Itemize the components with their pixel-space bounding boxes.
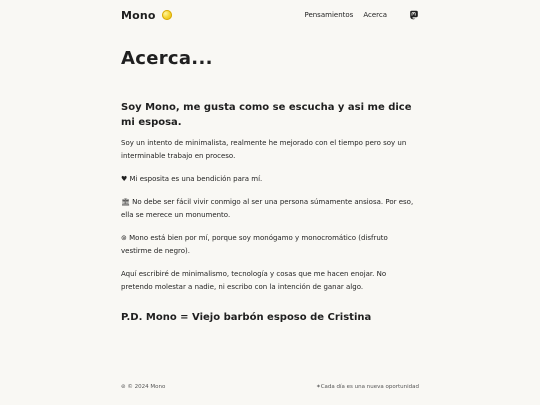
mastodon-icon[interactable] — [409, 10, 419, 20]
site-header — [121, 0, 419, 30]
intro-heading: Soy Mono, me gusta como se escucha y asi me dice mi esposa. — [121, 102, 412, 128]
paragraph-minimalist: Soy un intento de minimalista, realmente he mejorado con el tiempo pero soy un interminable trabajo en proceso. — [121, 139, 407, 160]
tagline: ✶Cada día es una nueva oportunidad — [316, 384, 419, 390]
main-content — [121, 48, 419, 323]
signature: P.D. Mono = Viejo barbón esposo de Cristina — [121, 312, 372, 323]
brand-link[interactable] — [121, 9, 172, 22]
paragraph-monument: 🏛 No debe ser fácil vivir conmigo al ser una persona súmamente ansiosa. Por eso, ella se merece un monumento. — [121, 198, 414, 219]
site-footer — [121, 384, 419, 390]
paragraph-topics: Aquí escribiré de minimalismo, tecnología y cosas que me hacen enojar. No pretendo molestar a nadie, ni escribo con la intención de ganar algo. — [121, 270, 387, 291]
copyright: ⊚ © 2024 Mono — [121, 384, 166, 390]
main-nav — [294, 10, 419, 20]
paragraph-wife: ♥ Mi esposita es una bendición para mí. — [121, 175, 263, 183]
page-title: Acerca... — [121, 48, 213, 69]
coin-icon — [162, 10, 172, 20]
brand-name: Mono — [121, 8, 156, 22]
nav-link-acerca[interactable]: Acerca — [363, 11, 387, 19]
paragraph-mono: ⊚ Mono está bien por mí, porque soy monógamo y monocromático (disfruto vestirme de negro). — [121, 234, 388, 255]
nav-link-pensamientos[interactable]: Pensamientos — [304, 11, 354, 19]
